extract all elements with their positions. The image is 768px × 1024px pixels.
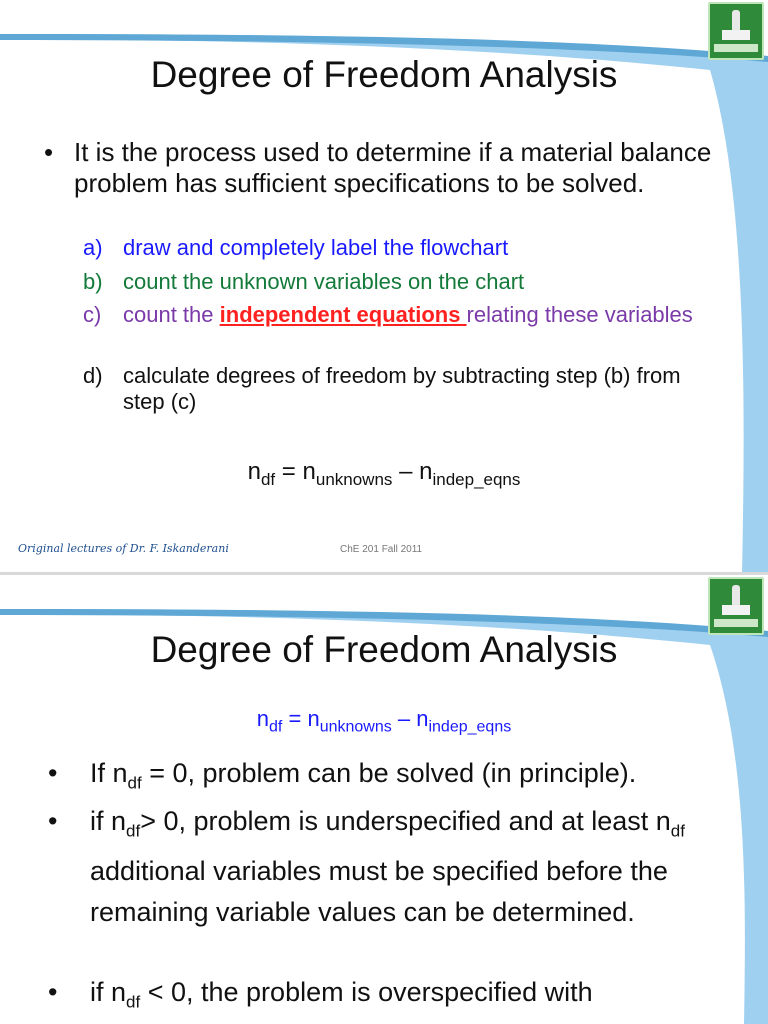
bullet-dot: • <box>48 758 58 788</box>
footer-credit: Original lectures of Dr. F. Iskanderani <box>18 542 229 555</box>
bullet-dot: • <box>44 137 54 167</box>
formula-ndf: $n_{df} = n_{unknowns} - n_{indep\_eqns}$ <box>256 706 512 736</box>
bullet-text: It is the process used to determine if a material balance problem has sufficient specifications to be solved. <box>74 137 712 198</box>
slide-title: Degree of Freedom Analysis <box>150 629 618 670</box>
university-logo-icon <box>708 2 764 60</box>
slide-1: Degree of Freedom Analysis • It is the process used to determine if a material balance problem has sufficient specifications to be solved. a) draw and completely label the flowchart b) count the unknown variables on the chart c) count the independent equations relating these variables d) calculate degrees of freedom by subtracting step (b) from step (c) $n_{df} = n_{unknowns} - n_{indep\_eqns}$ Original lectures of Dr. F. Iskanderani ChE 201 Fall 2011 <box>0 0 768 575</box>
university-logo-icon <box>708 577 764 635</box>
formula-ndf: $n_{df} = n_{unknowns} - n_{indep\_eqns}$ <box>247 458 521 489</box>
bullet-dot: • <box>48 806 58 836</box>
slide-2: Degree of Freedom Analysis $n_{df} = n_{unknowns} - n_{indep\_eqns}$ • If $n_{df} = 0$, problem can be solved (in principle). • if $n_{df}> 0$, problem is underspecified and at least $n_{df}$ additional variables must be specified before the remaining variable values can be determined. • if $n_{df} < 0$, the problem is overspecified with <box>0 575 768 1024</box>
slide-title: Degree of Freedom Analysis <box>150 54 618 95</box>
footer-course: ChE 201 Fall 2011 <box>340 544 423 555</box>
bullet-dot: • <box>48 977 58 1007</box>
highlight-independent-equations: independent equations <box>219 302 467 327</box>
